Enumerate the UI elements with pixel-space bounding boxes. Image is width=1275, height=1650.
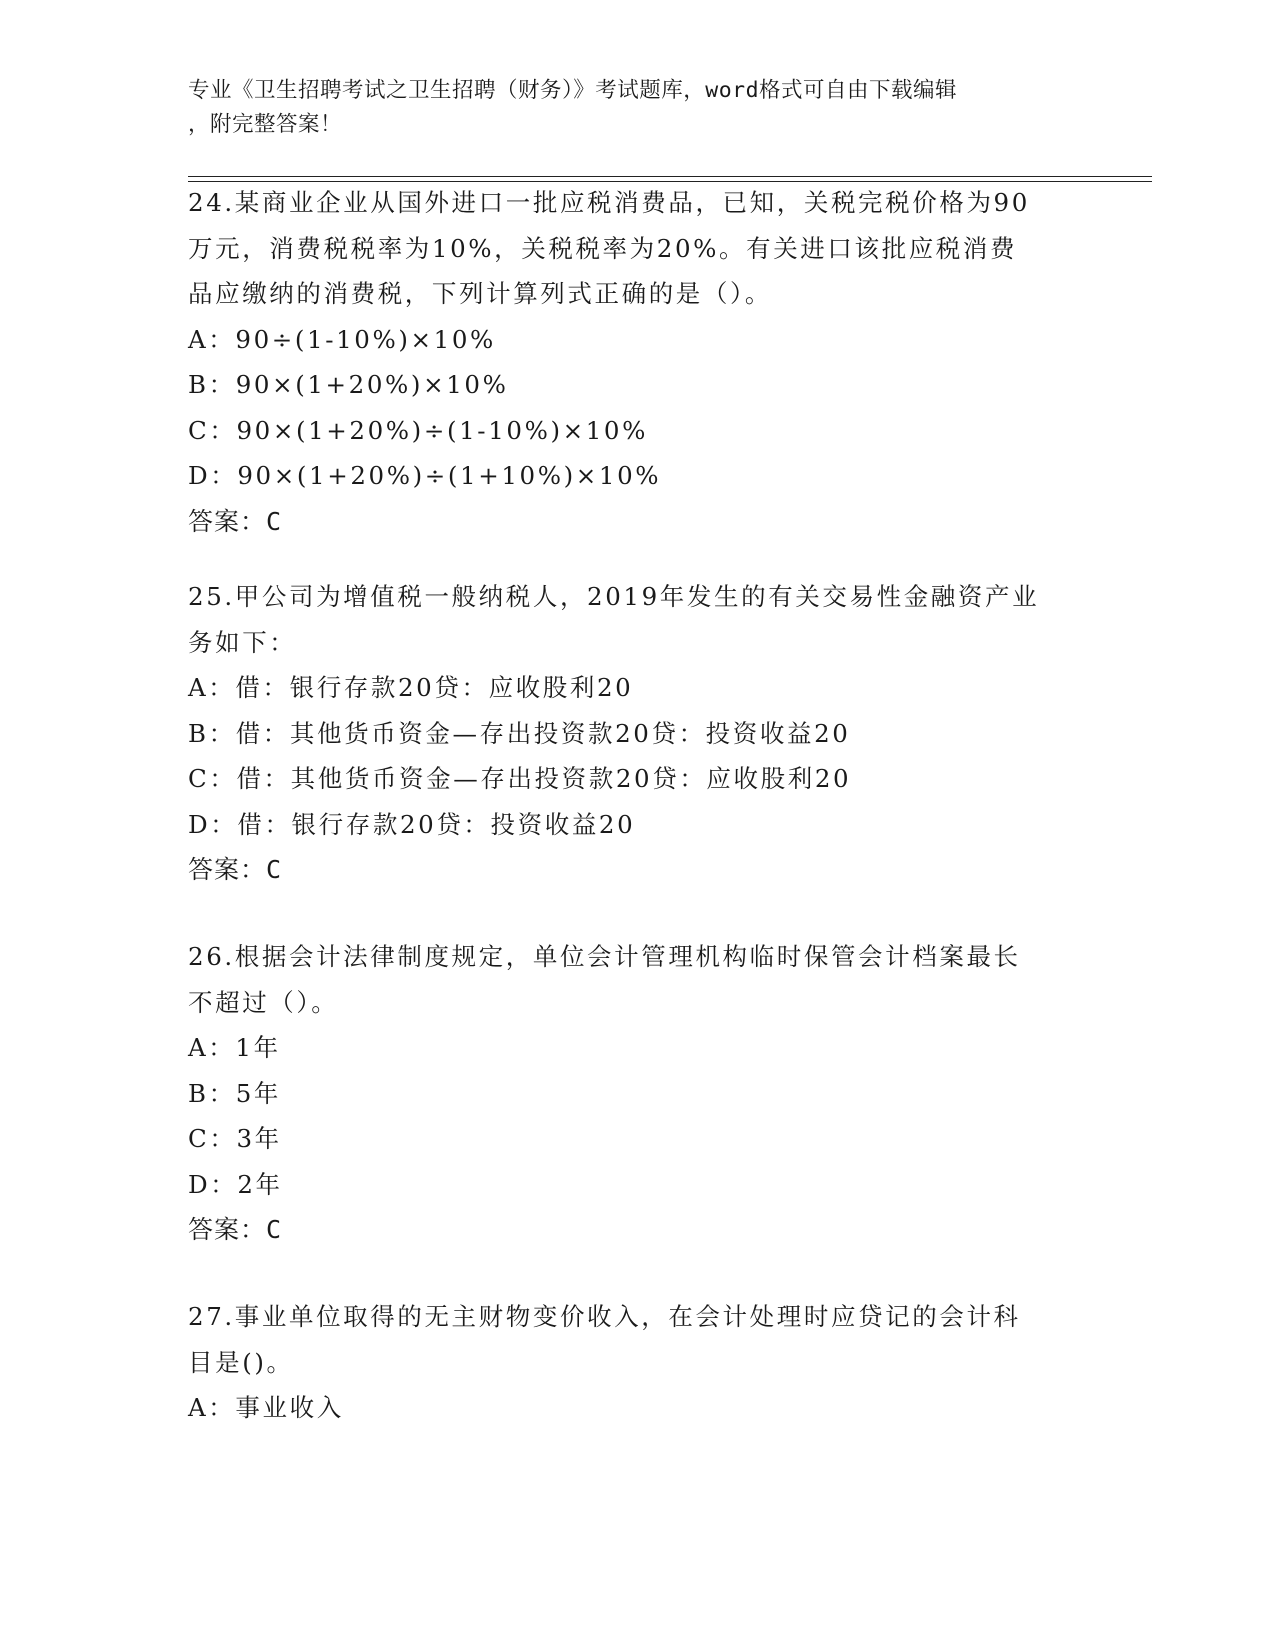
option-b: B：借：其他货币资金—存出投资款20贷：投资收益20 [188, 718, 851, 748]
option-a: A：1年 [188, 1033, 281, 1062]
option-d: D：90×(1+20%)÷(1+10%)×10% [188, 461, 662, 490]
option-a: A：90÷(1-10%)×10% [188, 324, 496, 354]
question-stem-line: 26.根据会计法律制度规定，单位会计管理机构临时保管会计档案最长 [188, 942, 1021, 971]
header-line-1: 专业《卫生招聘考试之卫生招聘（财务）》考试题库，word格式可自由下载编辑 [188, 78, 958, 103]
question-stem-line: 目是()。 [188, 1347, 294, 1377]
question-stem-line: 25.甲公司为增值税一般纳税人，2019年发生的有关交易性金融资产业 [188, 582, 1040, 611]
answer-value: C [266, 1215, 283, 1244]
answer-label: 答案： [188, 506, 267, 536]
question-stem-line: 务如下： [188, 627, 297, 657]
document-header [188, 74, 1068, 142]
answer-value: C [266, 506, 283, 536]
question-24 [188, 180, 1088, 544]
question-stem-line: 27.事业单位取得的无主财物变价收入，在会计处理时应贷记的会计科 [188, 1302, 1021, 1331]
answer-line [188, 847, 1088, 893]
option-d: D：借：银行存款20贷：投资收益20 [188, 809, 636, 839]
answer-line [188, 1207, 1088, 1253]
header-divider-top [188, 176, 1152, 177]
answer-label: 答案： [188, 1215, 267, 1244]
question-stem-line: 万元，消费税税率为10%，关税税率为20%。有关进口该批应税消费 [188, 233, 1018, 263]
option-c: C：3年 [188, 1124, 282, 1153]
question-stem-line: 不超过（）。 [188, 987, 339, 1017]
option-c: C：借：其他货币资金—存出投资款20贷：应收股利20 [188, 764, 852, 793]
option-d: D：2年 [188, 1169, 283, 1199]
header-line-2: ，附完整答案！ [188, 112, 343, 137]
question-stem-line: 24.某商业企业从国外进口一批应税消费品，已知，关税完税价格为90 [188, 188, 1030, 217]
answer-line [188, 499, 1088, 545]
question-stem-line: 品应缴纳的消费税，下列计算列式正确的是（）。 [188, 279, 772, 308]
answer-value: C [266, 855, 283, 884]
option-b: B：90×(1+20%)×10% [188, 370, 509, 399]
option-b: B：5年 [188, 1078, 281, 1108]
question-27 [188, 1294, 1088, 1431]
question-26 [188, 934, 1088, 1253]
option-c: C：90×(1+20%)÷(1-10%)×10% [188, 415, 648, 445]
option-a: A：借：银行存款20贷：应收股利20 [188, 673, 634, 702]
answer-label: 答案： [188, 855, 267, 884]
option-a: A：事业收入 [188, 1393, 344, 1422]
question-25 [188, 574, 1088, 893]
